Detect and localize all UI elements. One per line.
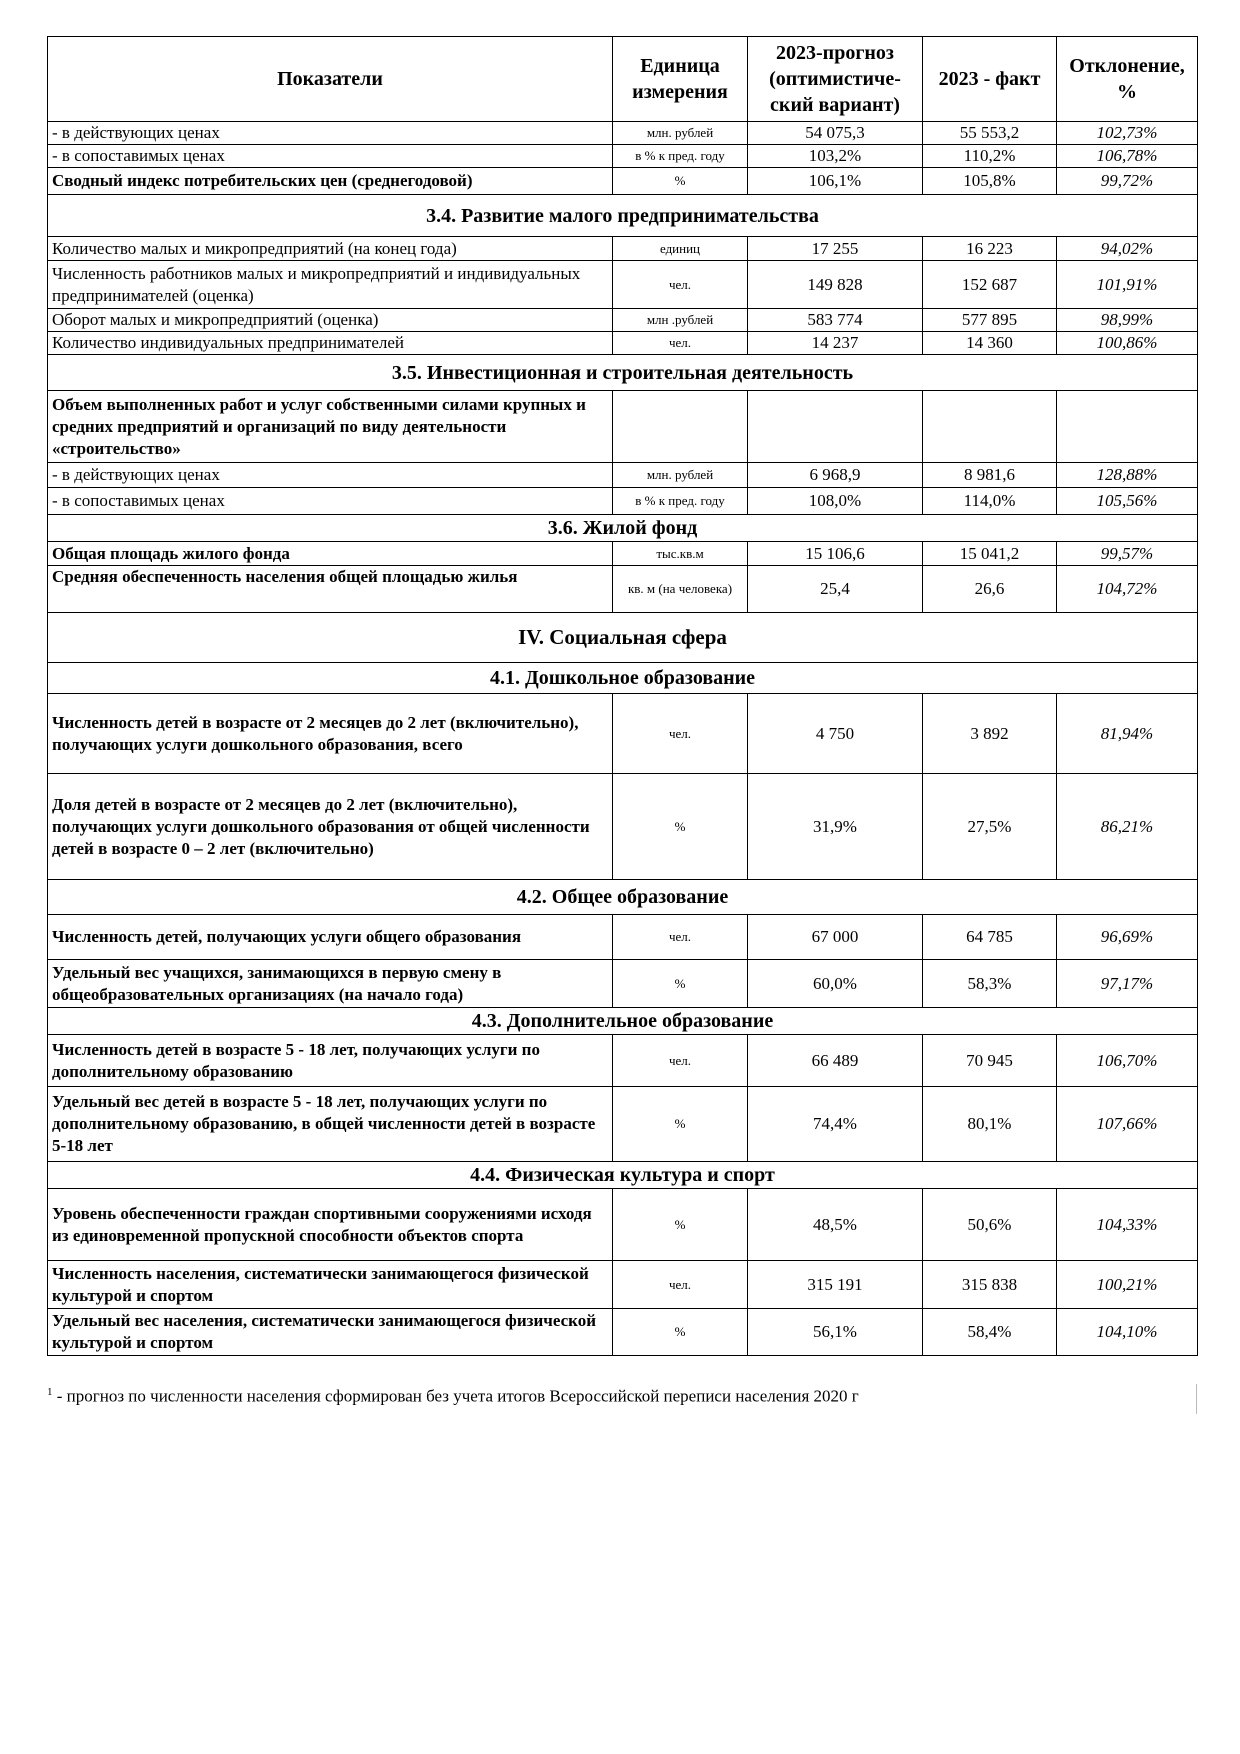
unit-cell: % — [613, 1087, 748, 1162]
fact-value: 105,8% — [923, 168, 1057, 195]
indicator-name: Оборот малых и микропредприятий (оценка) — [48, 309, 613, 332]
deviation-value: 81,94% — [1057, 694, 1198, 774]
section-heading-row — [48, 515, 1198, 542]
section-title: 4.2. Общее образование — [48, 880, 1198, 915]
deviation-value: 128,88% — [1057, 463, 1198, 488]
forecast-value: 31,9% — [748, 774, 923, 880]
fact-value: 27,5% — [923, 774, 1057, 880]
unit-cell: % — [613, 1189, 748, 1261]
footnote-mark: 1 — [47, 1386, 53, 1398]
fact-value: 58,3% — [923, 960, 1057, 1008]
forecast-value: 315 191 — [748, 1261, 923, 1309]
unit-cell: млн .рублей — [613, 309, 748, 332]
forecast-value: 103,2% — [748, 145, 923, 168]
deviation-value: 102,73% — [1057, 122, 1198, 145]
forecast-value: 74,4% — [748, 1087, 923, 1162]
deviation-value — [1057, 391, 1198, 463]
deviation-value: 105,56% — [1057, 488, 1198, 515]
table-row — [48, 122, 1198, 145]
indicator-name: Удельный вес населения, систематически занимающегося физической культурой и спортом — [48, 1309, 613, 1356]
unit-cell — [613, 391, 748, 463]
table-row — [48, 915, 1198, 960]
table-row — [48, 542, 1198, 566]
fact-value: 8 981,6 — [923, 463, 1057, 488]
forecast-value: 106,1% — [748, 168, 923, 195]
indicator-name: Общая площадь жилого фонда — [48, 542, 613, 566]
indicator-name: Удельный вес учащихся, занимающихся в первую смену в общеобразовательных организациях (на начало года) — [48, 960, 613, 1008]
forecast-value: 6 968,9 — [748, 463, 923, 488]
indicator-name: Численность детей, получающих услуги общего образования — [48, 915, 613, 960]
footnote — [47, 1386, 859, 1407]
table-row — [48, 774, 1198, 880]
section-title: 4.1. Дошкольное образование — [48, 663, 1198, 694]
table-row — [48, 463, 1198, 488]
indicator-name: - в сопоставимых ценах — [48, 488, 613, 515]
forecast-value: 17 255 — [748, 237, 923, 261]
forecast-value: 54 075,3 — [748, 122, 923, 145]
indicator-name: Численность детей в возрасте 5 - 18 лет, получающих услуги по дополнительному образованию — [48, 1035, 613, 1087]
deviation-value: 106,70% — [1057, 1035, 1198, 1087]
table-row — [48, 488, 1198, 515]
unit-cell: чел. — [613, 332, 748, 355]
table-row — [48, 332, 1198, 355]
forecast-value — [748, 391, 923, 463]
fact-value: 14 360 — [923, 332, 1057, 355]
unit-cell: % — [613, 168, 748, 195]
fact-value: 58,4% — [923, 1309, 1057, 1356]
section-heading-row — [48, 1162, 1198, 1189]
table-row — [48, 145, 1198, 168]
indicator-name: Количество индивидуальных предпринимателей — [48, 332, 613, 355]
unit-cell: % — [613, 774, 748, 880]
indicator-name: Доля детей в возрасте от 2 месяцев до 2 лет (включительно), получающих услуги дошкольного образования от общей численности детей в возрасте 0 – 2 лет (включительно) — [48, 774, 613, 880]
table-row — [48, 237, 1198, 261]
table-header-row — [48, 37, 1198, 122]
deviation-value: 97,17% — [1057, 960, 1198, 1008]
unit-cell: в % к пред. году — [613, 488, 748, 515]
header-forecast: 2023-прогноз (оптимистиче-ский вариант) — [748, 37, 923, 122]
forecast-value: 60,0% — [748, 960, 923, 1008]
deviation-value: 107,66% — [1057, 1087, 1198, 1162]
indicators-table — [47, 36, 1198, 1356]
fact-value: 15 041,2 — [923, 542, 1057, 566]
forecast-value: 56,1% — [748, 1309, 923, 1356]
deviation-value: 104,72% — [1057, 566, 1198, 613]
table-row — [48, 1035, 1198, 1087]
unit-cell: единиц — [613, 237, 748, 261]
indicator-name: Объем выполненных работ и услуг собственными силами крупных и средних предприятий и организаций по виду деятельности «строительство» — [48, 391, 613, 463]
indicator-name: Удельный вес детей в возрасте 5 - 18 лет, получающих услуги по дополнительному образованию, в общей численности детей в возрасте 5-18 лет — [48, 1087, 613, 1162]
deviation-value: 106,78% — [1057, 145, 1198, 168]
fact-value: 26,6 — [923, 566, 1057, 613]
fact-value: 55 553,2 — [923, 122, 1057, 145]
section-heading-row — [48, 355, 1198, 391]
section-title: IV. Социальная сфера — [48, 613, 1198, 663]
table-row — [48, 1087, 1198, 1162]
fact-value: 152 687 — [923, 261, 1057, 309]
forecast-value: 108,0% — [748, 488, 923, 515]
table-row — [48, 694, 1198, 774]
unit-cell: в % к пред. году — [613, 145, 748, 168]
table-row — [48, 1261, 1198, 1309]
forecast-value: 66 489 — [748, 1035, 923, 1087]
fact-value: 16 223 — [923, 237, 1057, 261]
deviation-value: 94,02% — [1057, 237, 1198, 261]
forecast-value: 15 106,6 — [748, 542, 923, 566]
header-fact: 2023 - факт — [923, 37, 1057, 122]
deviation-value: 99,72% — [1057, 168, 1198, 195]
deviation-value: 98,99% — [1057, 309, 1198, 332]
forecast-value: 4 750 — [748, 694, 923, 774]
unit-cell: млн. рублей — [613, 463, 748, 488]
unit-cell: % — [613, 1309, 748, 1356]
unit-cell: млн. рублей — [613, 122, 748, 145]
section-heading-row — [48, 195, 1198, 237]
indicator-name: - в сопоставимых ценах — [48, 145, 613, 168]
unit-cell: чел. — [613, 1261, 748, 1309]
indicator-name: Средняя обеспеченность населения общей площадью жилья — [48, 566, 613, 613]
forecast-value: 67 000 — [748, 915, 923, 960]
table-row — [48, 566, 1198, 613]
table-row — [48, 960, 1198, 1008]
margin-line — [1196, 1384, 1197, 1414]
section-title: 4.3. Дополнительное образование — [48, 1008, 1198, 1035]
section-heading-row — [48, 663, 1198, 694]
section-title: 3.6. Жилой фонд — [48, 515, 1198, 542]
fact-value: 114,0% — [923, 488, 1057, 515]
indicator-name: Количество малых и микропредприятий (на конец года) — [48, 237, 613, 261]
section-heading-row — [48, 1008, 1198, 1035]
section-title: 3.4. Развитие малого предпринимательства — [48, 195, 1198, 237]
forecast-value: 25,4 — [748, 566, 923, 613]
table-row — [48, 391, 1198, 463]
fact-value: 315 838 — [923, 1261, 1057, 1309]
indicator-name: Численность детей в возрасте от 2 месяцев до 2 лет (включительно), получающих услуги дошкольного образования, всего — [48, 694, 613, 774]
deviation-value: 104,10% — [1057, 1309, 1198, 1356]
table-row — [48, 1309, 1198, 1356]
deviation-value: 100,86% — [1057, 332, 1198, 355]
fact-value: 577 895 — [923, 309, 1057, 332]
fact-value: 80,1% — [923, 1087, 1057, 1162]
unit-cell: кв. м (на человека) — [613, 566, 748, 613]
forecast-value: 583 774 — [748, 309, 923, 332]
section-title: 3.5. Инвестиционная и строительная деятельность — [48, 355, 1198, 391]
section-heading-row — [48, 880, 1198, 915]
table-row — [48, 309, 1198, 332]
indicator-name: Численность населения, систематически занимающегося физической культурой и спортом — [48, 1261, 613, 1309]
unit-cell: чел. — [613, 694, 748, 774]
header-unit: Единица измерения — [613, 37, 748, 122]
deviation-value: 86,21% — [1057, 774, 1198, 880]
unit-cell: чел. — [613, 915, 748, 960]
fact-value: 3 892 — [923, 694, 1057, 774]
forecast-value: 149 828 — [748, 261, 923, 309]
unit-cell: чел. — [613, 1035, 748, 1087]
deviation-value: 101,91% — [1057, 261, 1198, 309]
indicator-name: - в действующих ценах — [48, 122, 613, 145]
deviation-value: 100,21% — [1057, 1261, 1198, 1309]
indicator-name: Сводный индекс потребительских цен (среднегодовой) — [48, 168, 613, 195]
unit-cell: % — [613, 960, 748, 1008]
fact-value: 50,6% — [923, 1189, 1057, 1261]
part-heading-row — [48, 613, 1198, 663]
unit-cell: чел. — [613, 261, 748, 309]
section-title: 4.4. Физическая культура и спорт — [48, 1162, 1198, 1189]
indicator-name: - в действующих ценах — [48, 463, 613, 488]
header-deviation: Отклонение, % — [1057, 37, 1198, 122]
table-row — [48, 168, 1198, 195]
unit-cell: тыс.кв.м — [613, 542, 748, 566]
table-row — [48, 261, 1198, 309]
deviation-value: 104,33% — [1057, 1189, 1198, 1261]
table-row — [48, 1189, 1198, 1261]
fact-value: 64 785 — [923, 915, 1057, 960]
forecast-value: 48,5% — [748, 1189, 923, 1261]
deviation-value: 96,69% — [1057, 915, 1198, 960]
indicator-name: Численность работников малых и микропредприятий и индивидуальных предпринимателей (оценка) — [48, 261, 613, 309]
header-indicators: Показатели — [48, 37, 613, 122]
deviation-value: 99,57% — [1057, 542, 1198, 566]
indicator-name: Уровень обеспеченности граждан спортивными сооружениями исходя из единовременной пропускной способности объектов спорта — [48, 1189, 613, 1261]
table-body — [48, 122, 1198, 1356]
footnote-text: - прогноз по численности населения сформирован без учета итогов Всероссийской переписи населения 2020 г — [52, 1386, 859, 1406]
fact-value: 70 945 — [923, 1035, 1057, 1087]
fact-value — [923, 391, 1057, 463]
fact-value: 110,2% — [923, 145, 1057, 168]
report-sheet — [47, 36, 1197, 1356]
forecast-value: 14 237 — [748, 332, 923, 355]
